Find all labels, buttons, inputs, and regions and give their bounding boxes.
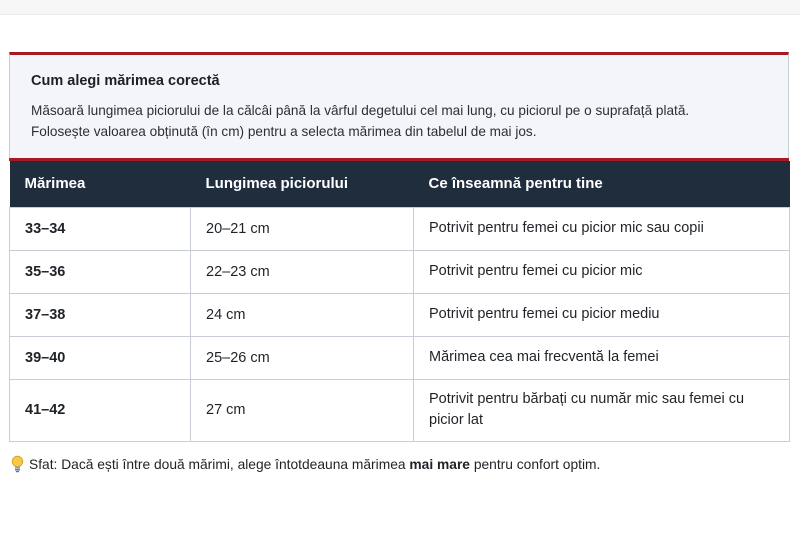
meaning-cell: Potrivit pentru femei cu picior mediu xyxy=(414,293,790,336)
top-strip xyxy=(0,0,800,15)
tip-emphasis: mai mare xyxy=(409,456,470,472)
length-cell: 27 cm xyxy=(191,379,414,441)
size-cell: 35–36 xyxy=(10,250,191,293)
size-cell: 37–38 xyxy=(10,293,191,336)
length-cell: 20–21 cm xyxy=(191,207,414,250)
size-cell: 39–40 xyxy=(10,336,191,379)
tip-text xyxy=(29,457,600,472)
size-cell: 33–34 xyxy=(10,207,191,250)
size-cell: 41–42 xyxy=(10,379,191,441)
length-cell: 22–23 cm xyxy=(191,250,414,293)
table-row xyxy=(10,250,790,293)
size-table xyxy=(9,161,790,442)
meaning-cell: Mărimea cea mai frecventă la femei xyxy=(414,336,790,379)
header-size: Mărimea xyxy=(24,175,86,193)
intro-title: Cum alegi mărimea corectă xyxy=(31,73,220,89)
meaning-cell: Potrivit pentru femei cu picior mic xyxy=(414,250,790,293)
meaning-cell: Potrivit pentru bărbați cu număr mic sau femei cu picior lat xyxy=(414,379,790,441)
lightbulb-icon xyxy=(11,455,24,473)
table-row xyxy=(10,293,790,336)
intro-text xyxy=(31,100,768,142)
table-row xyxy=(10,207,790,250)
table-header-row xyxy=(10,161,790,207)
intro-line-2: Folosește valoarea obținută (în cm) pentru a selecta mărimea din tabelul de mai jos. xyxy=(31,124,537,139)
table-row xyxy=(10,336,790,379)
size-guide-card xyxy=(9,52,789,442)
length-cell: 24 cm xyxy=(191,293,414,336)
tip-line xyxy=(11,455,600,473)
table-row xyxy=(10,379,790,441)
intro-line-1: Măsoară lungimea piciorului de la călcâi până la vârful degetului cel mai lung, cu piciorul pe o suprafață plată. xyxy=(31,103,690,118)
tip-prefix: Sfat: Dacă ești între două mărimi, alege întotdeauna mărimea xyxy=(29,456,410,472)
meaning-cell: Potrivit pentru femei cu picior mic sau copii xyxy=(414,207,790,250)
intro-box xyxy=(9,52,789,158)
header-meaning: Ce înseamnă pentru tine xyxy=(428,175,603,193)
header-length: Lungimea piciorului xyxy=(205,175,349,193)
length-cell: 25–26 cm xyxy=(191,336,414,379)
tip-suffix: pentru confort optim. xyxy=(469,456,601,472)
